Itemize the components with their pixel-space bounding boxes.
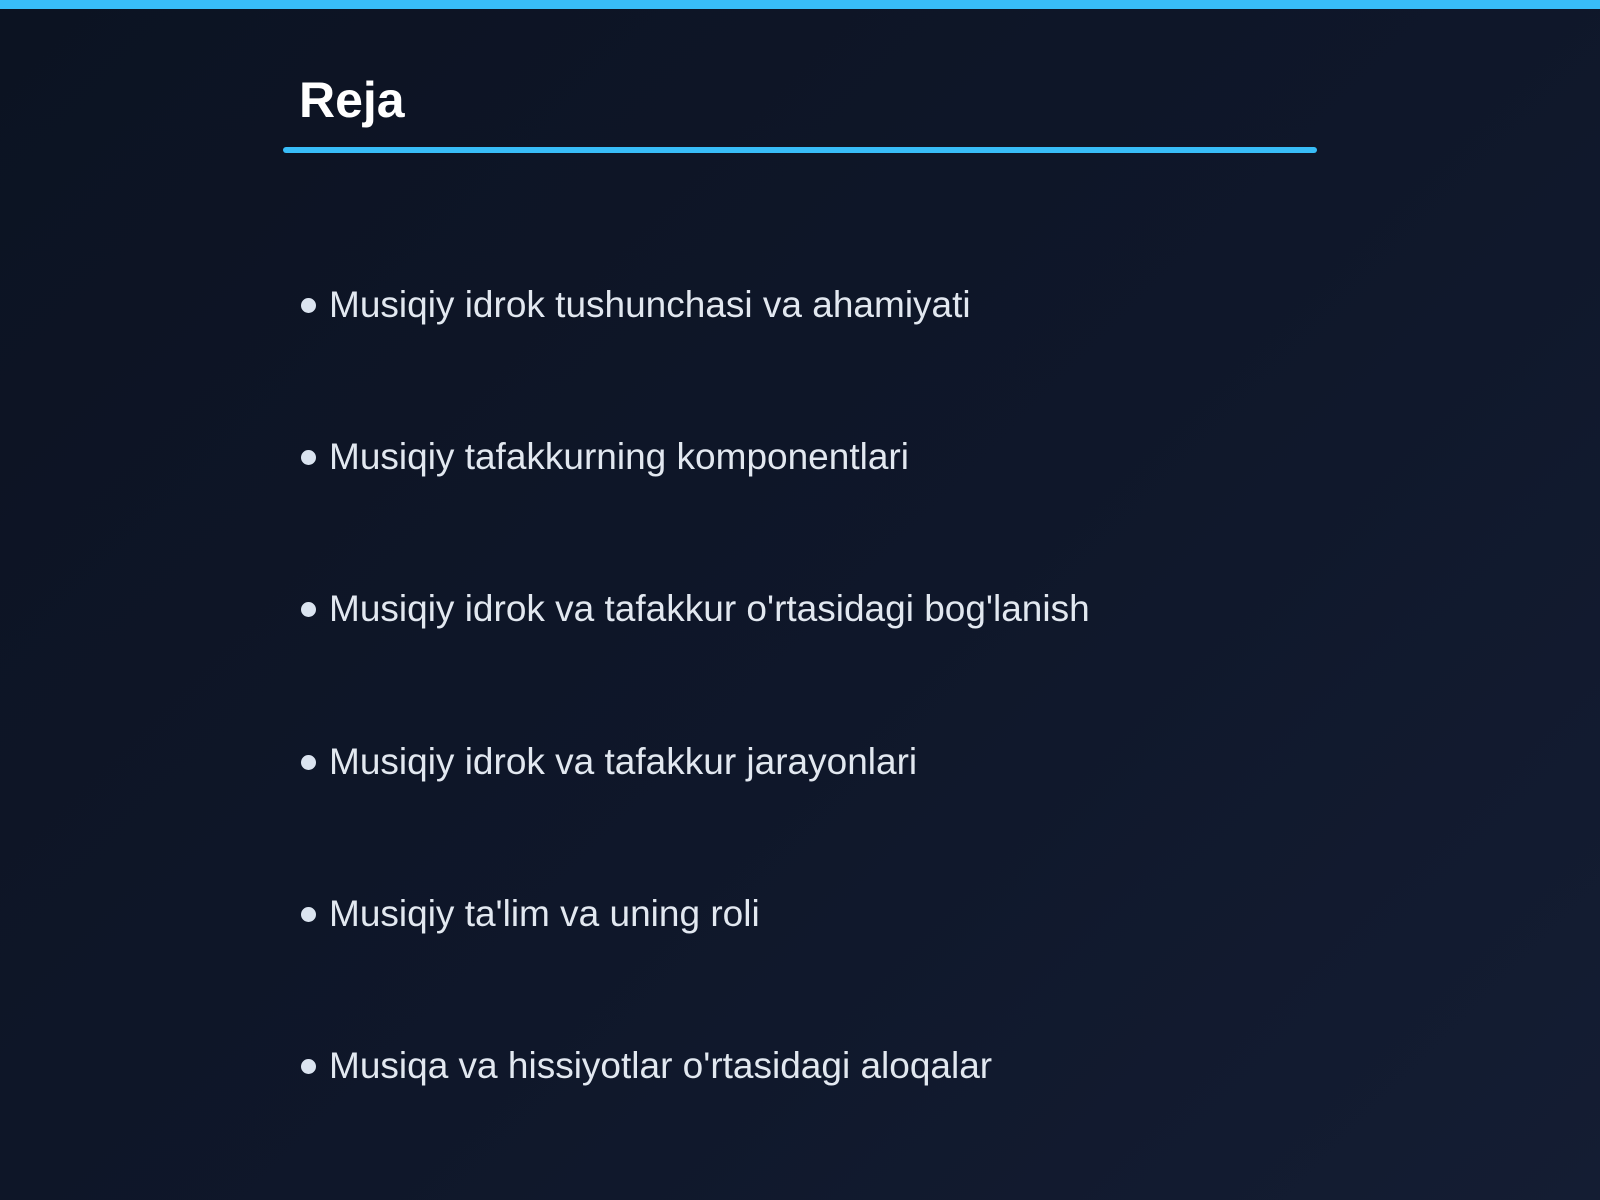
list-item bbox=[301, 1041, 992, 1091]
slide-title: Reja bbox=[299, 72, 405, 128]
bullet-dot-icon bbox=[301, 298, 316, 313]
bullet-dot-icon bbox=[301, 450, 316, 465]
list-item-text: Musiqiy idrok va tafakkur jarayonlari bbox=[329, 741, 918, 782]
bullet-dot-icon bbox=[301, 755, 316, 770]
bullet-dot-icon bbox=[301, 602, 316, 617]
bullet-dot-icon bbox=[301, 1059, 316, 1074]
bullet-dot-icon bbox=[301, 907, 316, 922]
plan-list bbox=[283, 0, 1317, 1200]
list-item-text: Musiqiy ta'lim va uning roli bbox=[329, 893, 760, 934]
list-item-text: Musiqa va hissiyotlar o'rtasidagi aloqalar bbox=[329, 1045, 993, 1086]
list-item bbox=[301, 584, 1090, 634]
list-item bbox=[301, 432, 909, 482]
list-item-text: Musiqiy idrok va tafakkur o'rtasidagi bog'lanish bbox=[329, 588, 1090, 629]
slide-content bbox=[283, 0, 1317, 1200]
list-item bbox=[301, 737, 917, 787]
list-item bbox=[301, 889, 760, 939]
list-item-text: Musiqiy idrok tushunchasi va ahamiyati bbox=[329, 284, 971, 325]
list-item bbox=[301, 280, 971, 330]
list-item-text: Musiqiy tafakkurning komponentlari bbox=[329, 436, 909, 477]
